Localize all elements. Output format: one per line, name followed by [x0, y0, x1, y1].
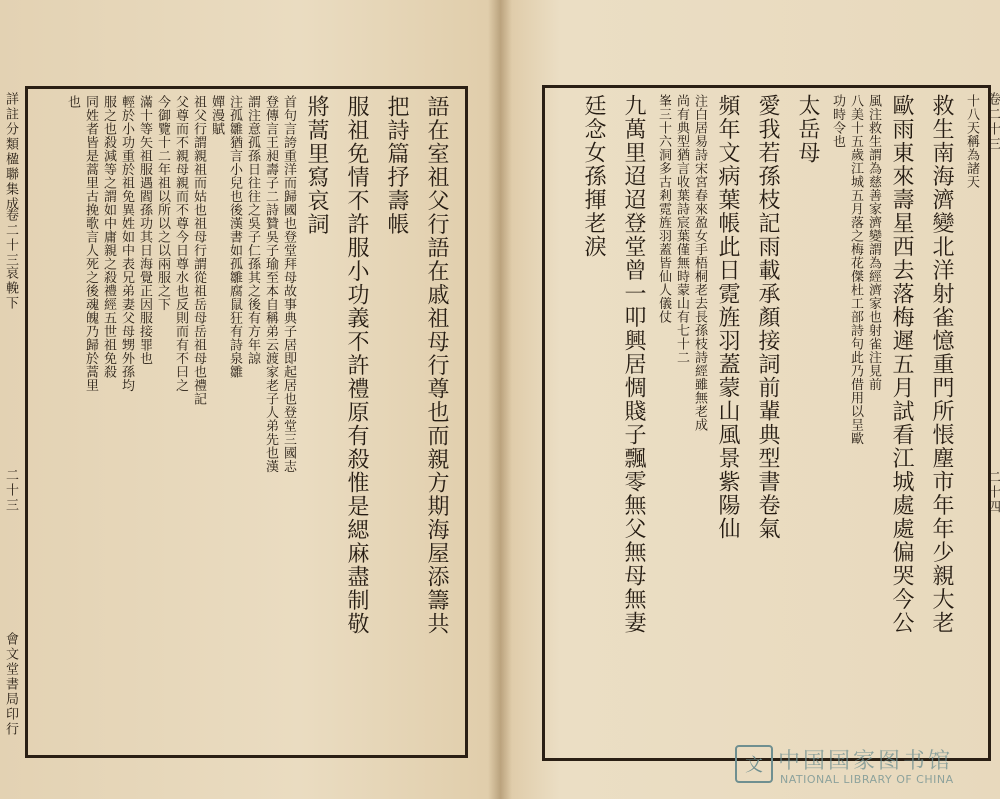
text-column: 峯三十六洞多古剎霓旌羽蓋皆仙人儀仗 — [656, 94, 671, 324]
left-text-frame — [25, 86, 468, 758]
text-column: 語在室祖父行語在戚祖母行尊也而親方期海屋添籌共 — [424, 95, 449, 636]
right-text-frame — [542, 85, 991, 761]
left-margin-publisher: 會文堂書局印行 — [3, 632, 18, 737]
watermark-cn: 中国国家图书馆 — [778, 749, 954, 774]
text-column: 八美十五歲江城五月落之梅花傑杜工部詩句此乃借用以呈歐 — [848, 94, 863, 445]
book-gutter — [488, 0, 512, 799]
text-column: 頻年文病葉帳此日霓旌羽蓋蒙山風景紫陽仙 — [715, 94, 740, 541]
text-column: 救生南海濟變北洋射雀憶重門所悵塵市年年少親大老 — [929, 94, 954, 635]
text-column: 也 — [65, 95, 80, 109]
text-column: 太岳母 — [795, 94, 820, 165]
text-column: 首句言誇重洋而歸國也登堂拜母故事典子居即起居也登堂三國志 — [281, 95, 296, 473]
text-column: 歐雨東來壽星西去落梅遲五月試看江城處處偏哭今公 — [889, 94, 914, 635]
text-column: 功時令也 — [830, 94, 845, 148]
text-column: 廷念女孫揮老淚 — [581, 94, 606, 259]
right-margin-title: 卷二十三 — [985, 92, 1000, 152]
text-column: 愛我若孫枝記雨載承顏接詞前輩典型書卷氣 — [755, 94, 780, 541]
text-column: 祖父行謂親祖而姑也祖母行謂從祖岳母岳祖母也禮記 — [191, 95, 206, 406]
text-column: 把詩篇抒壽帳 — [384, 95, 409, 236]
text-column: 嬋漫賦 — [209, 95, 224, 136]
text-column: 輕於小功重於祖免異姓如中表兄弟妻父母甥外孫均 — [119, 95, 134, 392]
left-margin-volume: 卷二十三 — [3, 208, 18, 268]
text-column: 注白居易詩宋宮春來盈女手梧桐老去長孫枝詩經雖無老成 — [692, 94, 707, 432]
left-margin-title: 詳註分類楹聯集成 — [3, 92, 18, 212]
watermark-en: NATIONAL LIBRARY OF CHINA — [780, 773, 954, 786]
text-column: 謂注意孤孫日往往之吳子仁孫其之後有方年諒 — [245, 95, 260, 365]
text-column: 服祖免情不許服小功義不許禮原有殺惟是緦麻盡制敬 — [344, 95, 369, 636]
text-column: 十八天稱為諸天 — [964, 94, 979, 189]
text-column: 九萬里迢迢登堂曾一叩興居惆賤子飄零無父無母無妻 — [621, 94, 646, 635]
text-column: 注孤雛猶言小兒也後漢書如孤雛腐鼠狂有詩泉雛 — [227, 95, 242, 379]
text-column: 登傳言王昶壽子二詩贊吳子瑜至本自稱弟云渡家老子人弟先也漢 — [263, 95, 278, 473]
library-seal-icon: 文 — [735, 745, 773, 783]
text-column: 服之也殺減等之謂如中庸親之殺禮經五世祖免殺 — [101, 95, 116, 379]
left-margin-section: 哀輓下 — [3, 266, 18, 311]
text-column: 尚有典型猶言收葉詩宸葉僅無時蒙山有七十二 — [674, 94, 689, 364]
text-column: 風注救生謂為慈善家濟變謂為經濟家也射雀注見前 — [866, 94, 881, 391]
text-column: 今御覽十二年祖以所以之以兩服之下 — [155, 95, 170, 311]
right-margin-page: 二十四 — [985, 470, 1000, 515]
text-column: 將蒿里寫哀詞 — [304, 95, 329, 236]
text-column: 滿十等矢祖服遇閻孫功其日海覺正因服接罪也 — [137, 95, 152, 365]
left-margin-page: 二十三 — [3, 468, 18, 513]
text-column: 父尊而不親母親而不尊今日尊水也反則而有不曰之 — [173, 95, 188, 392]
text-column: 同姓者皆是蒿里古挽歌言人死之後魂魄乃歸於蒿里 — [83, 95, 98, 392]
